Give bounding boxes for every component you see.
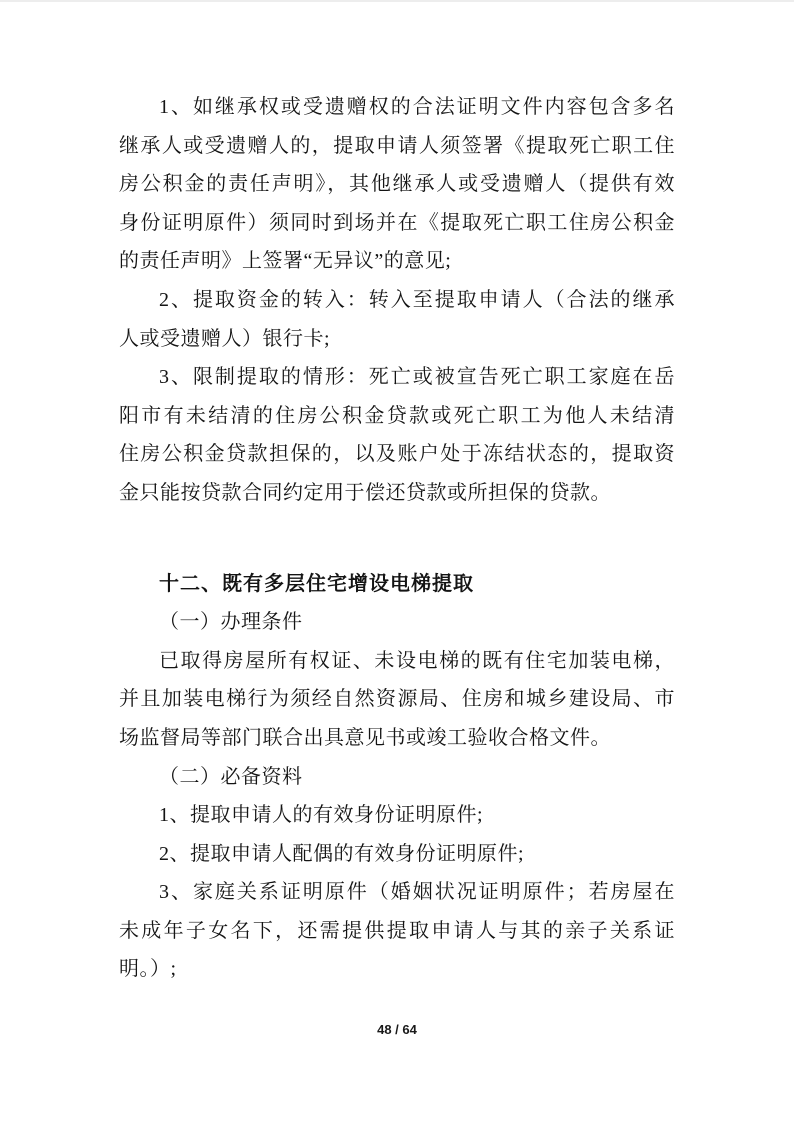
- text-line: 1、提取申请人的有效身份证明原件;: [159, 804, 484, 827]
- text-line: 房公积金的责任声明》，其他继承人或受遗赠人（提供有效: [119, 173, 675, 196]
- text-line: 住房公积金贷款担保的，以及账户处于冻结状态的，提取资: [119, 443, 675, 466]
- text-line: 金只能按贷款合同约定用于偿还贷款或所担保的贷款。: [119, 481, 611, 504]
- para-1-inheritance-declaration: [119, 88, 675, 281]
- subsection-2-title: [119, 758, 675, 797]
- subsection-1-title: [119, 603, 675, 642]
- text-line: 明。）;: [119, 958, 177, 981]
- text-line: 继承人或受遗赠人的，提取申请人须签署《提取死亡职工住: [119, 134, 675, 157]
- para-handling-conditions: [119, 642, 675, 758]
- document-content: [119, 88, 675, 989]
- text-line: （二）必备资料: [159, 765, 303, 788]
- text-line: 未成年子女名下，还需提供提取申请人与其的亲子关系证: [119, 919, 675, 942]
- item-2-spouse-id: [119, 835, 675, 874]
- text-line: 阳市有未结清的住房公积金贷款或死亡职工为他人未结清: [119, 404, 675, 427]
- text-line: 3、家庭关系证明原件（婚姻状况证明原件；若房屋在: [159, 881, 675, 904]
- page-number: 48 / 64: [377, 1022, 417, 1037]
- para-3-withdrawal-restrictions: [119, 358, 675, 512]
- text-line: 1、如继承权或受遗赠权的合法证明文件内容包含多名: [159, 96, 675, 118]
- text-line: 2、提取申请人配偶的有效身份证明原件;: [159, 842, 525, 865]
- item-3-family-relation-proof: [119, 873, 675, 989]
- text-line: 的责任声明》上签署“无异议”的意见;: [119, 250, 452, 273]
- text-line: 3、限制提取的情形：死亡或被宣告死亡职工家庭在岳: [159, 366, 675, 389]
- text-line: 人或受遗赠人）银行卡;: [119, 327, 331, 350]
- para-2-fund-transfer: [119, 281, 675, 358]
- blank-gap: [119, 513, 675, 565]
- item-1-applicant-id: [119, 796, 675, 835]
- section-12-heading: [119, 565, 675, 604]
- text-line: 2、提取资金的转入：转入至提取申请人（合法的继承: [159, 288, 675, 311]
- section-heading-line: 十二、既有多层住宅增设电梯提取: [159, 572, 474, 595]
- text-line: 场监督局等部门联合出具意见书或竣工验收合格文件。: [119, 726, 611, 749]
- text-line: 已取得房屋所有权证、未设电梯的既有住宅加装电梯，: [159, 649, 675, 672]
- text-line: 并且加装电梯行为须经自然资源局、住房和城乡建设局、市: [119, 688, 675, 711]
- text-line: （一）办理条件: [159, 611, 303, 634]
- text-line: 身份证明原件）须同时到场并在《提取死亡职工住房公积金: [119, 211, 675, 234]
